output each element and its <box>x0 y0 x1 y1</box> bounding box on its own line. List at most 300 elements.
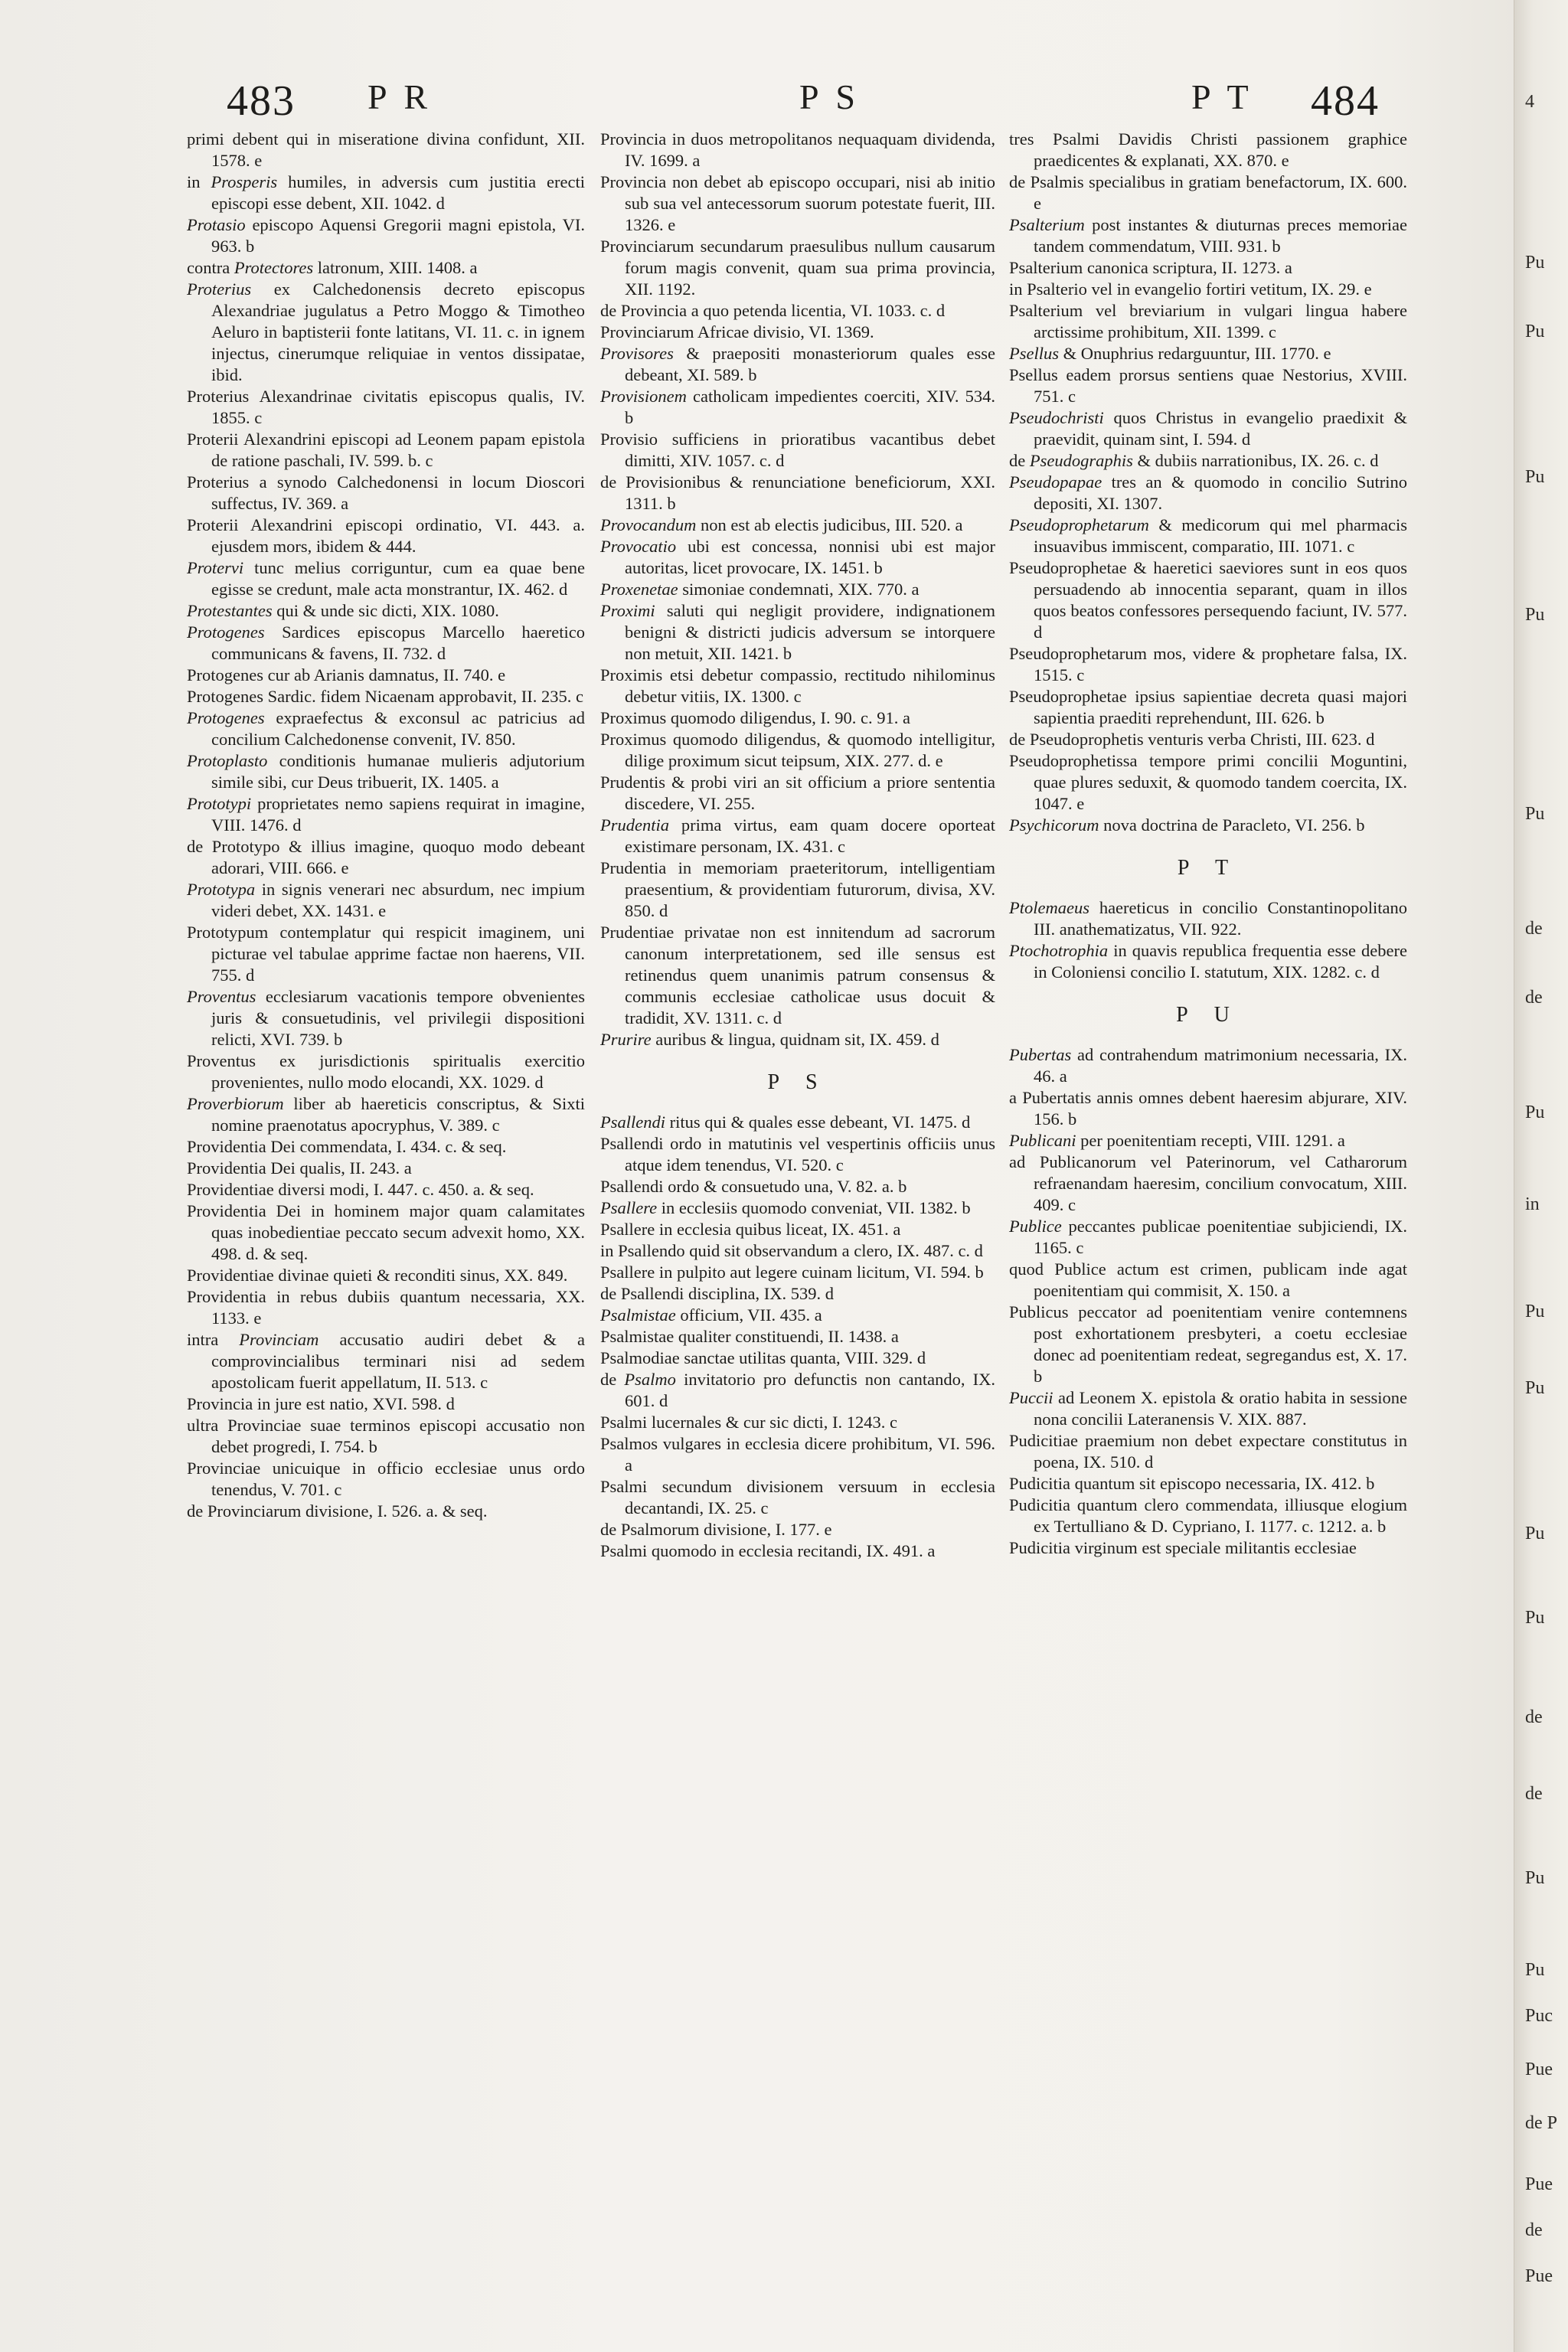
entry-text: Proterius a synodo Calchedonensi in locum Dioscori suffectus, IV. 369. a <box>187 472 585 513</box>
index-entry <box>187 879 585 922</box>
index-entry <box>187 472 585 514</box>
left-running-head: P R <box>368 77 433 116</box>
index-entry <box>1009 472 1407 514</box>
margin-fragment: de <box>1525 919 1543 939</box>
entry-text: Pudicitia quantum clero commendata, illiusque elogium ex Tertulliano & D. Cypriano, I. 1177. c. 1212. a. b <box>1009 1495 1407 1536</box>
entry-prefix: de <box>187 837 212 856</box>
entry-headword: Pubertas <box>1009 1045 1072 1064</box>
index-entry <box>187 1329 585 1393</box>
index-entry <box>600 1433 995 1476</box>
entry-text: in signis venerari nec absurdum, nec impium videri debet, XX. 1431. e <box>211 880 585 920</box>
entry-headword: Protectores <box>234 258 314 277</box>
index-entry <box>1009 1473 1407 1494</box>
index-entry <box>187 557 585 600</box>
index-entry <box>187 514 585 557</box>
entry-text: & medicorum qui mel pharmacis insuavibus immiscent, comparatio, III. 1071. c <box>1034 515 1407 556</box>
entry-prefix: in <box>600 1241 619 1260</box>
index-entry <box>600 1540 995 1562</box>
entry-headword: Prurire <box>600 1030 652 1049</box>
entry-text: Prototypum contemplatur qui respicit imaginem, uni picturae vel tabulae apprime factae non haerens, VII. 755. d <box>187 923 585 985</box>
entry-text: in quavis republica frequentia esse debere in Coloniensi concilio I. statutum, XIX. 1282. c. d <box>1034 941 1407 982</box>
entry-text: Publice actum est crimen, publicam inde agat poenitentiam qui commisit, X. 150. a <box>1034 1259 1407 1300</box>
index-entry <box>600 429 995 472</box>
entry-headword: Proxenetae <box>600 580 678 599</box>
entry-text: Psalmi lucernales & cur sic dicti, I. 1243. c <box>600 1413 898 1432</box>
index-entry <box>187 214 585 257</box>
entry-headword: Protogenes <box>187 622 265 642</box>
entry-text: Pudicitia quantum sit episcopo necessaria, IX. 412. b <box>1009 1474 1375 1493</box>
index-entry <box>187 1158 585 1179</box>
entry-prefix: de <box>1009 451 1030 470</box>
entry-text: ubi est concessa, nonnisi ubi est major autoritas, licet provocare, IX. 1451. b <box>625 537 995 577</box>
entry-text: Provinciarum divisione, I. 526. a. & seq. <box>207 1501 488 1521</box>
index-entry <box>187 707 585 750</box>
margin-fragment: de P <box>1525 2113 1557 2133</box>
entry-text: Providentia in rebus dubiis quantum necessaria, XX. 1133. e <box>187 1287 585 1328</box>
entry-text: Provinciarum Africae divisio, VI. 1369. <box>600 322 874 341</box>
entry-prefix: de <box>1009 730 1030 749</box>
index-column-left <box>187 129 585 1522</box>
entry-text: Proximis etsi debetur compassio, rectitudo nihilominus debetur vitiis, IX. 1300. c <box>600 665 995 706</box>
index-entry <box>600 600 995 665</box>
index-entry <box>187 1179 585 1200</box>
entry-headword: Psalmo <box>624 1370 676 1389</box>
entry-prefix: de <box>600 301 621 320</box>
entry-text: tres Psalmi Davidis Christi passionem graphice praedicentes & explanati, XX. 870. e <box>1009 129 1407 170</box>
entry-prefix: in <box>1009 279 1027 299</box>
margin-fragment: Pu <box>1525 1608 1545 1628</box>
index-entry <box>600 236 995 300</box>
entry-text: ex Calchedonensis decreto episcopus Alexandriae jugulatus a Petro Moggo & Timotheo Aeluro in baptisterii fonte latitans, VI. 11. c. in ignem injectus, cinerumque reliquiae in ventos dissipatae, ibid. <box>211 279 585 384</box>
entry-text: Psalmi quomodo in ecclesia recitandi, IX. 491. a <box>600 1541 936 1560</box>
index-entry <box>600 1197 995 1219</box>
index-entry <box>600 1519 995 1540</box>
index-entry <box>1009 557 1407 643</box>
entry-text: Provisio sufficiens in prioratibus vacantibus debet dimitti, XIV. 1057. c. d <box>600 430 995 470</box>
entry-text: Sardices episcopus Marcello haeretico communicans & favens, II. 732. d <box>211 622 585 663</box>
entry-headword: Provisores <box>600 344 674 363</box>
index-entry <box>600 1219 995 1240</box>
entry-headword: Publice <box>1009 1217 1062 1236</box>
entry-prefix: a <box>1009 1088 1023 1107</box>
index-entry <box>1009 300 1407 343</box>
entry-prefix: ad <box>1009 1152 1040 1171</box>
index-entry <box>187 1093 585 1136</box>
index-entry <box>1009 214 1407 257</box>
entry-text: Providentia Dei qualis, II. 243. a <box>187 1158 412 1178</box>
entry-headword: Prototypa <box>187 880 256 899</box>
entry-text: Publicanorum vel Paterinorum, vel Catharorum refraenandam haeresim, concilium convocatum, XIII. 409. c <box>1034 1152 1407 1214</box>
index-entry <box>187 429 585 472</box>
margin-fragment: Pue <box>1525 2174 1553 2194</box>
index-entry <box>187 1458 585 1501</box>
entry-text: Provinciarum secundarum praesulibus nullum causarum forum magis convenit, quam sua prima provincia, XII. 1192. <box>600 237 995 299</box>
index-entry <box>600 1112 995 1133</box>
entry-text: Psalmorum divisione, I. 177. e <box>620 1520 832 1539</box>
entry-text: ritus qui & quales esse debeant, VI. 1475. d <box>665 1112 971 1132</box>
index-entry <box>187 836 585 879</box>
entry-text: Pseudoprophetae & haeretici saeviores sunt in eos quos persuadendo ab innocentia separant, quam in illos quos beatos confessores persequendo faciunt, IV. 577. d <box>1009 558 1407 642</box>
entry-text: quos Christus in evangelio praedixit & praevidit, quinam sint, I. 594. d <box>1034 408 1407 449</box>
index-entry <box>600 1240 995 1262</box>
entry-headword: Prototypi <box>187 794 252 813</box>
entry-text: saluti qui negligit providere, indignationem benigni & districti judicis adversum se intorquere non metuit, XII. 1421. b <box>625 601 995 663</box>
index-entry <box>600 536 995 579</box>
entry-text: accusatio audiri debet & a comprovincialibus terminari nisi ad sedem apostolicam fuerit appellatum, II. 513. c <box>211 1330 586 1392</box>
index-entry <box>600 858 995 922</box>
margin-fragment: Pue <box>1525 2060 1553 2079</box>
index-entry <box>1009 940 1407 983</box>
entry-text: Pseudoprophetissa tempore primi concilii Moguntini, quae plures seduxit, & quomodo tandem coercita, IX. 1047. e <box>1009 751 1407 813</box>
entry-text: Psallendo quid sit observandum a clero, IX. 487. c. d <box>618 1241 983 1260</box>
entry-text: & praepositi monasteriorum quales esse debeant, XI. 589. b <box>625 344 995 384</box>
index-entry <box>600 343 995 386</box>
entry-headword: Provisionem <box>600 387 687 406</box>
entry-headword: Provocatio <box>600 537 677 556</box>
index-entry <box>1009 1130 1407 1152</box>
margin-fragment: de <box>1525 988 1543 1008</box>
entry-text: Provincia in duos metropolitanos nequaquam dividenda, IV. 1699. a <box>600 129 995 170</box>
right-running-head: P T <box>1191 77 1253 116</box>
index-entry <box>1009 1152 1407 1216</box>
entry-text: Proterii Alexandrini episcopi ordinatio, VI. 443. a. ejusdem mors, ibidem & 444. <box>187 515 585 556</box>
index-entry <box>1009 729 1407 750</box>
entry-text: Prudentiae privatae non est innitendum ad sacrorum canonum interpretationem, sed ille sensus est retinendus quem unanimis patrum consensus & communis ecclesiae catholicae usus docuit & tradidit, XV. 1311. c. d <box>600 923 995 1027</box>
entry-text: Psalterium vel breviarium in vulgari lingua habere arctissime prohibitum, XII. 1399. c <box>1009 301 1407 341</box>
index-entry <box>1009 1387 1407 1430</box>
index-entry <box>600 815 995 858</box>
margin-fragment: in <box>1525 1194 1540 1214</box>
margin-fragment: de <box>1525 2220 1543 2240</box>
entry-text: Pudicitiae praemium non debet expectare constitutus in poena, IX. 510. d <box>1009 1431 1407 1472</box>
entry-text: Pseudoprophetae ipsius sapientiae decreta quasi majori sapientia praediti reprehendunt, III. 626. b <box>1009 687 1407 727</box>
entry-headword: Provocandum <box>600 515 697 534</box>
entry-text: Publicus peccator ad poenitentiam venire contemnens post exhortationem presbyteri, a coetu ecclesiae donec ad poenitentiam redeat, segregandus est, X. 17. b <box>1009 1302 1407 1386</box>
entry-headword: Protestantes <box>187 601 273 620</box>
entry-text: Providentia Dei in hominem major quam calamitates quas inobedientiae peccato secum advexit homo, XX. 498. d. & seq. <box>187 1201 585 1263</box>
entry-text: Provincia non debet ab episcopo occupari, nisi ab initio sub sua vel antecessorum suorum potestate fuerit, III. 1326. e <box>600 172 995 234</box>
entry-text: Protogenes cur ab Arianis damnatus, II. 740. e <box>187 665 506 684</box>
entry-text: catholicam impedientes coerciti, XIV. 534. b <box>625 387 995 427</box>
left-page-number: 483 <box>227 77 296 125</box>
entry-text: ecclesiarum vacationis tempore obvenientes juris & consuetudinis, vel privilegii dispositioni relicti, XVI. 739. b <box>211 987 585 1049</box>
index-entry <box>600 472 995 514</box>
entry-prefix: ultra <box>187 1416 228 1435</box>
entry-text: Pseudoprophetarum mos, videre & prophetare falsa, IX. 1515. c <box>1009 644 1407 684</box>
index-entry <box>187 986 585 1050</box>
entry-prefix: contra <box>187 258 234 277</box>
entry-prefix: de <box>1009 172 1031 191</box>
entry-headword: Proterius <box>187 279 252 299</box>
entry-headword: Pseudoprophetarum <box>1009 515 1149 534</box>
index-entry <box>600 129 995 172</box>
entry-headword: Puccii <box>1009 1388 1054 1407</box>
index-entry <box>1009 1216 1407 1259</box>
entry-text: peccantes publicae poenitentiae subjiciendi, IX. 1165. c <box>1034 1217 1407 1257</box>
entry-text: Psallendi ordo in matutinis vel vespertinis officiis unus atque idem tenendus, VI. 520. c <box>600 1134 995 1174</box>
index-entry <box>1009 1430 1407 1473</box>
entry-headword: Psalterium <box>1009 215 1085 234</box>
index-entry <box>1009 279 1407 300</box>
entry-text: Proximus quomodo diligendus, I. 90. c. 91. a <box>600 708 910 727</box>
index-entry <box>187 686 585 707</box>
entry-headword: Psallendi <box>600 1112 665 1132</box>
entry-text: haereticus in concilio Constantinopolitano III. anathematizatus, VII. 922. <box>1034 898 1407 939</box>
entry-prefix: de <box>600 1284 621 1303</box>
entry-text: Pudicitia virginum est speciale militantis ecclesiae <box>1009 1538 1357 1557</box>
entry-text: Psalmodiae sanctae utilitas quanta, VIII. 329. d <box>600 1348 926 1367</box>
entry-text: conditionis humanae mulieris adjutorium simile sibi, cur Deus tribuerit, IX. 1405. a <box>211 751 585 792</box>
entry-text: Psalmis specialibus in gratiam benefactorum, IX. 600. e <box>1030 172 1407 213</box>
entry-prefix: de <box>187 1501 207 1521</box>
entry-headword: Pseudographis <box>1029 451 1133 470</box>
index-entry <box>1009 1044 1407 1087</box>
index-entry <box>600 1283 995 1305</box>
margin-fragment: Pu <box>1525 253 1545 273</box>
index-entry <box>600 1326 995 1348</box>
section-heading: P S <box>767 1070 828 1094</box>
center-running-head: P S <box>799 77 860 116</box>
entry-text: Prototypo & illius imagine, quoquo modo debeant adorari, VIII. 666. e <box>211 837 585 877</box>
entry-text: Psalterium canonica scriptura, II. 1273. a <box>1009 258 1292 277</box>
index-entry <box>1009 1259 1407 1302</box>
entry-text: & Onuphrius redarguuntur, III. 1770. e <box>1059 344 1331 363</box>
entry-headword: Protoplasto <box>187 751 268 770</box>
entry-text: Provinciae unicuique in officio ecclesiae unus ordo tenendus, V. 701. c <box>187 1459 585 1499</box>
margin-fragment: de <box>1525 1707 1543 1727</box>
entry-headword: Protogenes <box>187 708 265 727</box>
index-entry <box>600 1176 995 1197</box>
entry-text: tunc melius corriguntur, cum ea quae bene egisse se credunt, male acta monstrantur, IX. 462. d <box>211 558 585 599</box>
index-entry <box>187 257 585 279</box>
index-entry <box>600 1412 995 1433</box>
entry-text: auribus & lingua, quidnam sit, IX. 459. d <box>651 1030 939 1049</box>
index-entry <box>1009 172 1407 214</box>
entry-text: Providentiae divinae quieti & reconditi sinus, XX. 849. <box>187 1266 568 1285</box>
entry-text: humiles, in adversis cum justitia erecti episcopi esse debent, XII. 1042. d <box>211 172 585 213</box>
index-entry <box>600 729 995 772</box>
index-entry <box>187 129 585 172</box>
index-entry <box>187 793 585 836</box>
entry-text: Provincia in jure est natio, XVI. 598. d <box>187 1394 455 1413</box>
entry-text: & dubiis narrationibus, IX. 26. c. d <box>1132 451 1379 470</box>
index-entry <box>600 772 995 815</box>
section-heading: P U <box>1176 1003 1240 1027</box>
index-entry <box>1009 1537 1407 1559</box>
entry-text: Psallere in ecclesia quibus liceat, IX. 451. a <box>600 1220 901 1239</box>
index-entry <box>600 1029 995 1050</box>
entry-text: ad Leonem X. epistola & oratio habita in sessione nona concilii Lateranensis V. XIX. 887. <box>1034 1388 1407 1429</box>
entry-text: nova doctrina de Paracleto, VI. 256. b <box>1099 815 1365 835</box>
index-entry <box>187 1050 585 1093</box>
margin-fragment: 4 <box>1525 92 1534 112</box>
entry-text: latronum, XIII. 1408. a <box>313 258 478 277</box>
margin-fragment: Puc <box>1525 2006 1553 2026</box>
entry-text: episcopo Aquensi Gregorii magni epistola, VI. 963. b <box>211 215 585 256</box>
index-entry <box>600 386 995 429</box>
entry-text: Provinciae suae terminos episcopi accusatio non debet progredi, I. 754. b <box>211 1416 586 1456</box>
entry-text: invitatorio pro defunctis non cantando, IX. 601. d <box>625 1370 995 1410</box>
entry-text: proprietates nemo sapiens requirat in imagine, VIII. 1476. d <box>211 794 585 835</box>
margin-fragment: Pu <box>1525 1378 1545 1398</box>
adjacent-page-edge <box>1514 0 1568 2352</box>
entry-text: Psalmos vulgares in ecclesia dicere prohibitum, VI. 596. a <box>600 1434 995 1475</box>
index-entry <box>1009 129 1407 172</box>
entry-headword: Proverbiorum <box>187 1094 284 1113</box>
entry-text: Psallendi ordo & consuetudo una, V. 82. a. b <box>600 1177 907 1196</box>
entry-text: Prudentis & probi viri an sit officium a priore sententia discedere, VI. 255. <box>600 773 995 813</box>
index-entry <box>600 322 995 343</box>
index-entry <box>1009 450 1407 472</box>
index-column-right <box>1009 129 1407 1559</box>
entry-text: officium, VII. 435. a <box>675 1305 822 1325</box>
entry-headword: Provinciam <box>239 1330 319 1349</box>
margin-fragment: Pu <box>1525 1102 1545 1122</box>
index-entry <box>600 1262 995 1283</box>
entry-headword: Psychicorum <box>1009 815 1099 835</box>
margin-fragment: Pu <box>1525 1302 1545 1321</box>
entry-text: post instantes & diuturnas preces memoriae tandem commendatum, VIII. 931. b <box>1034 215 1407 256</box>
entry-headword: Pseudochristi <box>1009 408 1104 427</box>
entry-text: Prudentia in memoriam praeteritorum, intelligentiam praesentium, & providentiam futurorum, divisa, XV. 850. d <box>600 858 995 920</box>
index-entry <box>600 1348 995 1369</box>
entry-text: Pubertatis annis omnes debent haeresim abjurare, XIV. 156. b <box>1022 1088 1407 1129</box>
entry-headword: Psallere <box>600 1198 658 1217</box>
entry-text: prima virtus, eam quam docere oporteat existimare personam, IX. 431. c <box>625 815 995 856</box>
index-entry <box>187 1415 585 1458</box>
entry-headword: Ptochotrophia <box>1009 941 1109 960</box>
entry-text: Psalterio vel in evangelio fortiri vetitum, IX. 29. e <box>1027 279 1372 299</box>
index-entry <box>1009 1494 1407 1537</box>
margin-fragment: Pu <box>1525 1960 1545 1980</box>
entry-text: ad contrahendum matrimonium necessaria, IX. 46. a <box>1034 1045 1407 1086</box>
index-column-middle <box>600 129 995 1562</box>
index-entry <box>187 1265 585 1286</box>
entry-headword: Prudentia <box>600 815 669 835</box>
index-entry <box>1009 1087 1407 1130</box>
index-entry <box>187 386 585 429</box>
entry-text: Proterius Alexandrinae civitatis episcopus qualis, IV. 1855. c <box>187 387 585 427</box>
index-entry <box>187 622 585 665</box>
index-entry <box>600 665 995 707</box>
entry-text: Psallere in pulpito aut legere cuinam licitum, VI. 594. b <box>600 1263 984 1282</box>
entry-headword: Ptolemaeus <box>1009 898 1089 917</box>
index-entry <box>1009 343 1407 364</box>
entry-prefix: de <box>600 472 626 492</box>
entry-text: liber ab haereticis conscriptus, & Sixti nomine praenotatus apocryphus, V. 389. c <box>211 1094 585 1135</box>
entry-prefix: de <box>600 1520 621 1539</box>
entry-headword: Proventus <box>187 987 256 1006</box>
entry-headword: Psalmistae <box>600 1305 676 1325</box>
margin-fragment: Pu <box>1525 605 1545 625</box>
index-entry <box>187 600 585 622</box>
index-entry <box>187 922 585 986</box>
entry-text: non est ab electis judicibus, III. 520. a <box>696 515 963 534</box>
entry-text: qui & unde sic dicti, XIX. 1080. <box>272 601 499 620</box>
margin-fragment: Pu <box>1525 322 1545 341</box>
margin-fragment: Pu <box>1525 1524 1545 1544</box>
index-entry <box>1009 750 1407 815</box>
margin-fragment: Pu <box>1525 467 1545 487</box>
entry-text: Proterii Alexandrini episcopi ad Leonem papam epistola de ratione paschali, IV. 599. b. c <box>187 430 585 470</box>
margin-fragment: Pu <box>1525 1868 1545 1888</box>
entry-text: simoniae condemnati, XIX. 770. a <box>678 580 920 599</box>
entry-prefix: quod <box>1009 1259 1055 1279</box>
entry-text: Proximus quomodo diligendus, & quomodo intelligitur, dilige proximum sicut teipsum, XIX. 277. d. e <box>600 730 995 770</box>
index-entry <box>1009 407 1407 450</box>
index-entry <box>600 172 995 236</box>
entry-text: Psellus eadem prorsus sentiens quae Nestorius, XVIII. 751. c <box>1009 365 1407 406</box>
entry-text: Providentia Dei commendata, I. 434. c. & seq. <box>187 1137 507 1156</box>
index-entry <box>1009 257 1407 279</box>
right-page-number: 484 <box>1311 77 1380 125</box>
index-entry <box>1009 686 1407 729</box>
index-entry <box>187 279 585 386</box>
index-entry <box>600 579 995 600</box>
entry-text: tres an & quomodo in concilio Sutrino depositi, XI. 1307. <box>1034 472 1407 513</box>
index-entry <box>1009 643 1407 686</box>
index-entry <box>1009 1302 1407 1387</box>
index-entry <box>600 1305 995 1326</box>
index-entry <box>600 922 995 1029</box>
entry-text: Psalmi secundum divisionem versuum in ecclesia decantandi, IX. 25. c <box>600 1477 995 1517</box>
entry-headword: Publicani <box>1009 1131 1076 1150</box>
entry-text: primi debent qui in miseratione divina confidunt, XII. 1578. e <box>187 129 585 170</box>
index-entry <box>187 172 585 214</box>
entry-text: Protogenes Sardic. fidem Nicaenam approbavit, II. 235. c <box>187 687 583 706</box>
index-entry <box>1009 514 1407 557</box>
index-entry <box>187 1286 585 1329</box>
index-entry <box>187 1501 585 1522</box>
entry-headword: Psellus <box>1009 344 1059 363</box>
index-entry <box>600 707 995 729</box>
index-entry <box>600 1133 995 1176</box>
entry-headword: Proximi <box>600 601 655 620</box>
margin-fragment: Pue <box>1525 2266 1553 2286</box>
index-entry <box>600 1476 995 1519</box>
index-entry <box>187 1393 585 1415</box>
entry-headword: Protervi <box>187 558 244 577</box>
margin-fragment: Pu <box>1525 804 1545 824</box>
index-entry <box>187 1200 585 1265</box>
margin-fragment: de <box>1525 1784 1543 1804</box>
entry-text: Psallendi disciplina, IX. 539. d <box>620 1284 834 1303</box>
entry-text: Proventus ex jurisdictionis spiritualis exercitio provenientes, nullo modo elocandi, XX. 1029. d <box>187 1051 585 1092</box>
entry-prefix: intra <box>187 1330 240 1349</box>
entry-headword: Pseudopapae <box>1009 472 1102 492</box>
index-entry <box>600 1369 995 1412</box>
index-entry <box>187 665 585 686</box>
entry-text: Provincia a quo petenda licentia, VI. 1033. c. d <box>620 301 946 320</box>
index-entry <box>600 300 995 322</box>
entry-text: Providentiae diversi modi, I. 447. c. 450. a. & seq. <box>187 1180 534 1199</box>
entry-text: expraefectus & exconsul ac patricius ad concilium Calchedonense convenit, IV. 850. <box>211 708 585 749</box>
index-entry <box>187 1136 585 1158</box>
entry-text: Psalmistae qualiter constituendi, II. 1438. a <box>600 1327 899 1346</box>
entry-prefix: in <box>187 172 211 191</box>
entry-prefix: de <box>600 1370 625 1389</box>
entry-headword: Protasio <box>187 215 246 234</box>
index-entry <box>600 514 995 536</box>
index-entry <box>1009 897 1407 940</box>
entry-text: Provisionibus & renunciatione beneficiorum, XXI. 1311. b <box>625 472 995 513</box>
section-heading: P T <box>1177 856 1240 880</box>
entry-headword: Prosperis <box>211 172 278 191</box>
index-entry <box>1009 364 1407 407</box>
index-entry <box>1009 815 1407 836</box>
entry-text: per poenitentiam recepti, VIII. 1291. a <box>1076 1131 1345 1150</box>
index-entry <box>187 750 585 793</box>
